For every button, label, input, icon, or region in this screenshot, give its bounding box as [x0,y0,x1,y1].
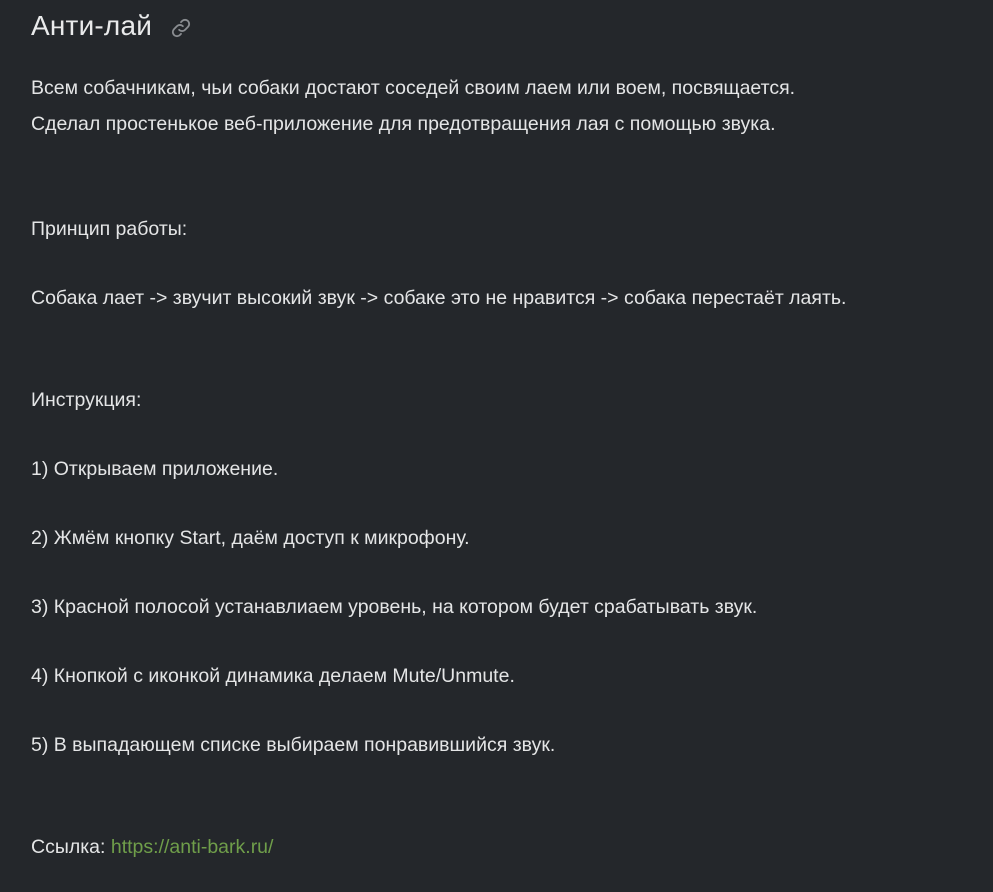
link-line [31,835,273,859]
post-title: Анти-лай [31,10,153,41]
principle-text: Собака лает -> звучит высокий звук -> собаке это не нравится -> собака перестаёт лаять. [31,287,847,309]
instruction-step: 4) Кнопкой с иконкой динамика делаем Mute/Unmute. [31,665,515,687]
instruction-heading: Инструкция: [31,389,142,411]
instruction-step: 2) Жмём кнопку Start, даём доступ к микрофону. [31,527,470,549]
instruction-step: 3) Красной полосой устанавлиаем уровень, на котором будет срабатывать звук. [31,596,758,618]
post-header [31,6,192,46]
principle-heading: Принцип работы: [31,218,188,240]
instruction-step: 5) В выпадающем списке выбираем понравившийся звук. [31,734,556,756]
anti-bark-link[interactable]: https://anti-bark.ru/ [110,836,274,858]
intro-line-2: Сделал простенькое веб-приложение для предотвращения лая с помощью звука. [31,113,776,135]
instruction-step: 1) Открываем приложение. [31,458,279,480]
intro-line-1: Всем собачникам, чьи собаки достают соседей своим лаем или воем, посвящается. [31,77,796,99]
link-icon[interactable] [170,17,192,39]
link-label: Ссылка: [31,836,106,858]
